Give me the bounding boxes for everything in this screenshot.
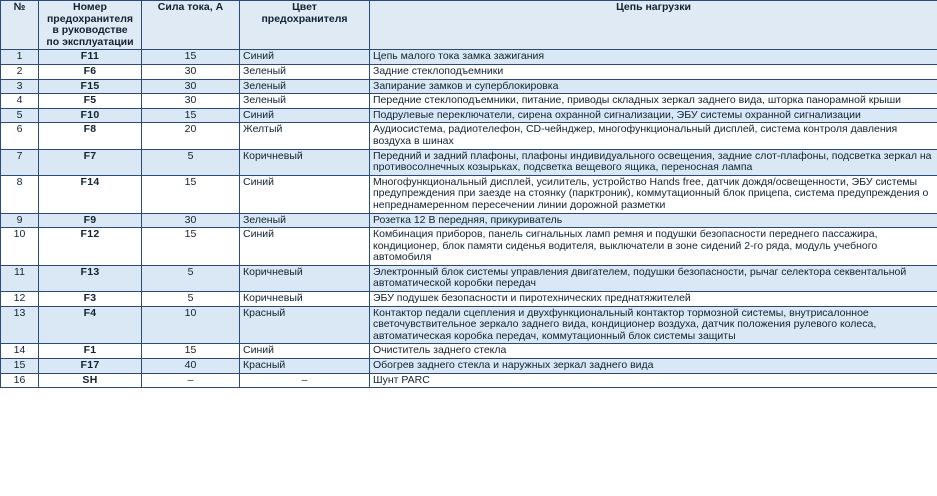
cell-number: 11 bbox=[1, 265, 39, 291]
header-line-4: по эксплуатации bbox=[46, 35, 134, 48]
cell-number: 3 bbox=[1, 79, 39, 94]
cell-load-circuit: Комбинация приборов, панель сигнальных ламп ремня и подушки безопасности переднего пассажира, кондиционер, блок памяти сиденья водителя, выключатели в зоне сидений 2-го ряда, модуль учебного автомобиля bbox=[370, 228, 937, 266]
cell-fuse-color: Зеленый bbox=[240, 79, 370, 94]
cell-current: 30 bbox=[142, 64, 240, 79]
header-line-1: Цвет bbox=[292, 1, 317, 13]
table-row bbox=[1, 108, 937, 123]
cell-number: 1 bbox=[1, 50, 39, 65]
cell-number: 15 bbox=[1, 359, 39, 374]
cell-current: – bbox=[142, 373, 240, 388]
cell-number: 6 bbox=[1, 123, 39, 149]
cell-load-circuit: Задние стеклоподъемники bbox=[370, 64, 937, 79]
cell-current: 15 bbox=[142, 108, 240, 123]
cell-load-circuit: ЭБУ подушек безопасности и пиротехнических преднатяжителей bbox=[370, 292, 937, 307]
table-row bbox=[1, 359, 937, 374]
header-line-2: предохранителя bbox=[261, 12, 348, 25]
cell-fuse-number: F14 bbox=[39, 175, 142, 213]
cell-fuse-color: Желтый bbox=[240, 123, 370, 149]
cell-number: 7 bbox=[1, 149, 39, 175]
cell-fuse-number: F15 bbox=[39, 79, 142, 94]
header-line-1: Номер bbox=[73, 1, 107, 13]
cell-load-circuit: Очиститель заднего стекла bbox=[370, 344, 937, 359]
cell-load-circuit: Многофункциональный дисплей, усилитель, устройство Hands free, датчик дождя/освещенности, ЭБУ системы предупреждения при заезде на стоянку (парктроник), коммутационный блок прицепа, система предупреждения о непреднамеренном пересечении линии дорожной разметки bbox=[370, 175, 937, 213]
cell-number: 16 bbox=[1, 373, 39, 388]
column-header-number: № bbox=[1, 1, 39, 50]
cell-current: 20 bbox=[142, 123, 240, 149]
cell-fuse-number: F12 bbox=[39, 228, 142, 266]
cell-number: 9 bbox=[1, 213, 39, 228]
cell-load-circuit: Обогрев заднего стекла и наружных зеркал заднего вида bbox=[370, 359, 937, 374]
cell-current: 5 bbox=[142, 149, 240, 175]
table-row bbox=[1, 149, 937, 175]
cell-fuse-color: Коричневый bbox=[240, 149, 370, 175]
cell-load-circuit: Подрулевые переключатели, сирена охранной сигнализации, ЭБУ системы охранной сигнализации bbox=[370, 108, 937, 123]
cell-load-circuit: Розетка 12 В передняя, прикуриватель bbox=[370, 213, 937, 228]
header-line-2: предохранителя bbox=[46, 12, 134, 25]
cell-load-circuit: Передние стеклоподъемники, питание, приводы складных зеркал заднего вида, шторка панорамной крыши bbox=[370, 94, 937, 109]
cell-current: 15 bbox=[142, 175, 240, 213]
cell-fuse-color: Зеленый bbox=[240, 213, 370, 228]
table-row bbox=[1, 344, 937, 359]
table-row bbox=[1, 265, 937, 291]
cell-fuse-number: F3 bbox=[39, 292, 142, 307]
cell-current: 15 bbox=[142, 228, 240, 266]
cell-number: 12 bbox=[1, 292, 39, 307]
cell-fuse-color: Синий bbox=[240, 50, 370, 65]
cell-number: 14 bbox=[1, 344, 39, 359]
cell-fuse-color: Коричневый bbox=[240, 292, 370, 307]
table-row bbox=[1, 228, 937, 266]
cell-load-circuit: Цепь малого тока замка зажигания bbox=[370, 50, 937, 65]
cell-fuse-number: F11 bbox=[39, 50, 142, 65]
cell-fuse-color: Зеленый bbox=[240, 94, 370, 109]
table-row bbox=[1, 79, 937, 94]
header-line-3: в руководстве bbox=[52, 24, 128, 37]
table-row bbox=[1, 306, 937, 344]
table-body bbox=[1, 50, 937, 388]
column-header-current: Сила тока, А bbox=[142, 1, 240, 50]
cell-fuse-color: Синий bbox=[240, 344, 370, 359]
cell-fuse-color: Красный bbox=[240, 306, 370, 344]
table-row bbox=[1, 175, 937, 213]
cell-fuse-color: Синий bbox=[240, 108, 370, 123]
cell-fuse-color: Синий bbox=[240, 228, 370, 266]
cell-current: 5 bbox=[142, 265, 240, 291]
cell-number: 5 bbox=[1, 108, 39, 123]
column-header-fuse-number bbox=[39, 1, 142, 50]
table-header-row bbox=[1, 1, 937, 50]
table-row bbox=[1, 292, 937, 307]
cell-current: 10 bbox=[142, 306, 240, 344]
table-row bbox=[1, 373, 937, 388]
cell-fuse-number: F5 bbox=[39, 94, 142, 109]
cell-fuse-color: Коричневый bbox=[240, 265, 370, 291]
cell-number: 4 bbox=[1, 94, 39, 109]
cell-fuse-number: F6 bbox=[39, 64, 142, 79]
cell-fuse-number: F13 bbox=[39, 265, 142, 291]
table-row bbox=[1, 50, 937, 65]
cell-current: 15 bbox=[142, 344, 240, 359]
cell-current: 5 bbox=[142, 292, 240, 307]
cell-fuse-color: – bbox=[240, 373, 370, 388]
column-header-color bbox=[240, 1, 370, 50]
cell-load-circuit: Аудиосистема, радиотелефон, CD-чейнджер, многофункциональный дисплей, система контроля давления воздуха в шинах bbox=[370, 123, 937, 149]
table-row bbox=[1, 123, 937, 149]
column-header-load: Цепь нагрузки bbox=[370, 1, 937, 50]
cell-fuse-number: F8 bbox=[39, 123, 142, 149]
cell-load-circuit: Передний и задний плафоны, плафоны индивидуального освещения, задние слот-плафоны, подсветка зеркал на противосолнечных козырьках, подсветка вещевого ящика, переносная лампа bbox=[370, 149, 937, 175]
cell-current: 15 bbox=[142, 50, 240, 65]
table-row bbox=[1, 94, 937, 109]
table-header bbox=[1, 1, 937, 50]
cell-current: 30 bbox=[142, 213, 240, 228]
cell-fuse-number: F17 bbox=[39, 359, 142, 374]
cell-load-circuit: Запирание замков и суперблокировка bbox=[370, 79, 937, 94]
cell-current: 30 bbox=[142, 79, 240, 94]
cell-fuse-color: Зеленый bbox=[240, 64, 370, 79]
cell-fuse-color: Синий bbox=[240, 175, 370, 213]
table-row bbox=[1, 213, 937, 228]
cell-current: 40 bbox=[142, 359, 240, 374]
cell-fuse-number: F4 bbox=[39, 306, 142, 344]
cell-current: 30 bbox=[142, 94, 240, 109]
cell-fuse-number: SH bbox=[39, 373, 142, 388]
cell-fuse-number: F7 bbox=[39, 149, 142, 175]
cell-load-circuit: Электронный блок системы управления двигателем, подушки безопасности, рычаг селектора секвентальной автоматической коробки передач bbox=[370, 265, 937, 291]
cell-load-circuit: Шунт PARC bbox=[370, 373, 937, 388]
cell-number: 8 bbox=[1, 175, 39, 213]
cell-load-circuit: Контактор педали сцепления и двухфункциональный контактор тормозной системы, внутрисалонное светочувствительное зеркало заднего вида, кондиционер воздуха, датчик положения рулевого колеса, автоматическая коробка передач, коммутационный блок системы защиты bbox=[370, 306, 937, 344]
cell-fuse-number: F9 bbox=[39, 213, 142, 228]
table-row bbox=[1, 64, 937, 79]
cell-fuse-color: Красный bbox=[240, 359, 370, 374]
cell-number: 13 bbox=[1, 306, 39, 344]
cell-fuse-number: F1 bbox=[39, 344, 142, 359]
cell-fuse-number: F10 bbox=[39, 108, 142, 123]
cell-number: 2 bbox=[1, 64, 39, 79]
cell-number: 10 bbox=[1, 228, 39, 266]
